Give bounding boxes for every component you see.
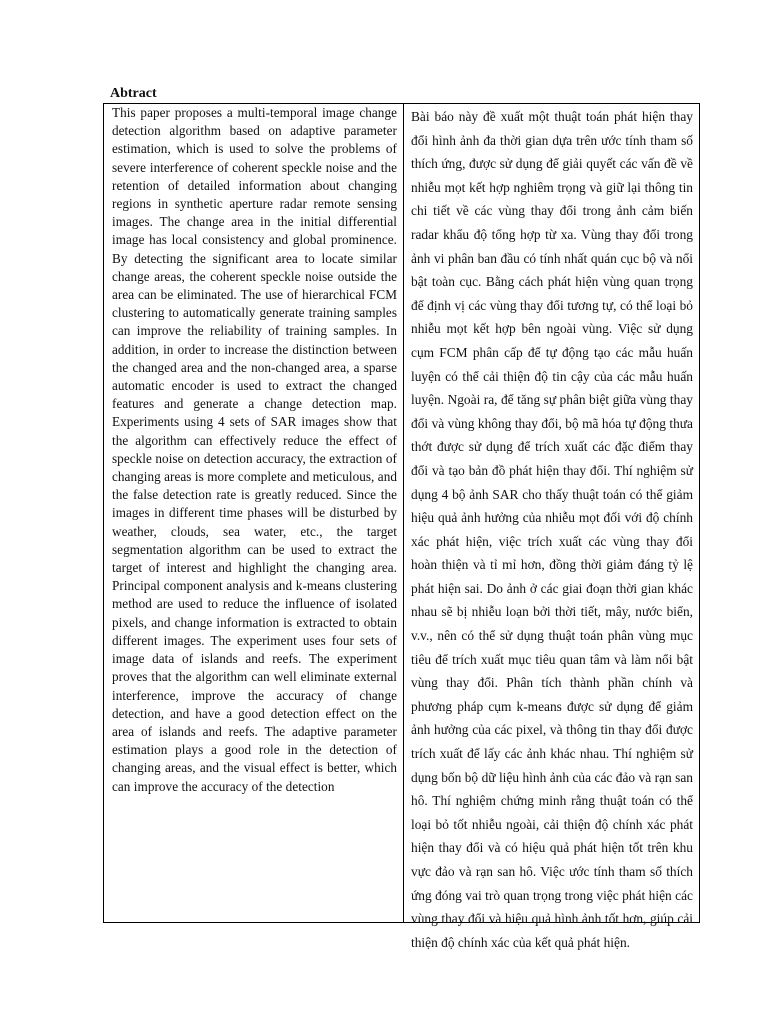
vietnamese-abstract-text: Bài báo này đề xuất một thuật toán phát hiện thay đổi hình ảnh đa thời gian dựa trên ước tính tham số thích ứng, được sử dụng để giải quyết các vấn đề về nhiễu mọt kết hợp nghiêm trọng và giữ lại thông tin chi tiết về các vùng thay đổi trong ảnh cảm biến radar khẩu độ tổng hợp từ xa. Vùng thay đổi trong ảnh vi phân ban đầu có tính nhất quán cục bộ và nổi bật toàn cục. Bằng cách phát hiện vùng quan trọng để định vị các vùng thay đổi tương tự, có thể loại bỏ nhiễu mọt kết hợp bên ngoài vùng. Việc sử dụng cụm FCM phân cấp để tự động tạo các mẫu huấn luyện có thể cải thiện độ tin cậy của các mẫu huấn luyện. Ngoài ra, để tăng sự phân biệt giữa vùng thay đổi và vùng không thay đổi, bộ mã hóa tự động thưa thớt được sử dụng để trích xuất các đặc điểm thay đổi và tạo bản đồ phát hiện thay đổi. Thí nghiệm sử dụng 4 bộ ảnh SAR cho thấy thuật toán có thể giảm hiệu quả ảnh hưởng của nhiễu mọt đối với độ chính xác phát hiện, việc trích xuất các vùng thay đổi hoàn thiện và tỉ mỉ hơn, đồng thời giảm đáng tỷ lệ phát hiện sai. Do ảnh ở các giai đoạn thời gian khác nhau sẽ bị nhiễu loạn bởi thời tiết, mây, nước biển, v.v., nên có thể sử dụng thuật toán phân vùng mục tiêu để trích xuất mục tiêu quan tâm và làm nổi bật vùng thay đổi. Phân tích thành phần chính và phương pháp cụm k-means được sử dụng để giảm ảnh hưởng của các pixel, và thông tin thay đổi được trích xuất để lấy các ảnh khác nhau. Thí nghiệm sử dụng bốn bộ dữ liệu hình ảnh của các đảo và rạn san hô. Thí nghiệm chứng minh rằng thuật toán có thể loại bỏ tốt nhiễu ngoài, cải thiện độ chính xác phát hiện thay đổi và có hiệu quả phát hiện tốt trên khu vực đảo và rạn san hô. Việc ước tính tham số thích ứng đóng vai trò quan trọng trong việc phát hiện các vùng thay đổi và hiệu quả hình ảnh tốt hơn, giúp cải thiện độ chính xác của kết quả phát hiện. — [411, 109, 693, 950]
abstract-heading: Abtract — [110, 86, 157, 101]
bilingual-abstract-table — [103, 103, 700, 950]
english-column — [104, 104, 404, 922]
english-abstract-text: This paper proposes a multi-temporal image change detection algorithm based on adaptive parameter estimation, which is used to solve the problems of severe interference of coherent speckle noise and the retention of detailed information about changing regions in synthetic aperture radar remote sensing images. The change area in the initial differential image has local consistency and global prominence. By detecting the significant area to locate similar change areas, the coherent speckle noise outside the area can be eliminated. The use of hierarchical FCM clustering to automatically generate training samples can improve the reliability of training samples. In addition, in order to increase the distinction between the changed area and the non-changed area, a sparse automatic encoder is used to extract the changed features and generate a change detection map. Experiments using 4 sets of SAR images show that the algorithm can effectively reduce the effect of speckle noise on detection accuracy, the extraction of changing areas is more complete and meticulous, and the false detection rate is greatly reduced. Since the images in different time phases will be disturbed by weather, clouds, sea water, etc., the target segmentation algorithm can be used to extract the target of interest and highlight the changing area. Principal component analysis and k-means clustering method are used to reduce the influence of isolated pixels, and change information is extracted to obtain different images. The experiment uses four sets of image data of islands and reefs. The experiment proves that the algorithm can well eliminate external interference, improve the accuracy of change detection, and have a good detection effect on the area of islands and reefs. The adaptive parameter estimation plays a good role in the detection of changing areas, and the visual effect is better, which can improve the accuracy of the detection — [112, 105, 397, 794]
vietnamese-column — [404, 104, 699, 950]
